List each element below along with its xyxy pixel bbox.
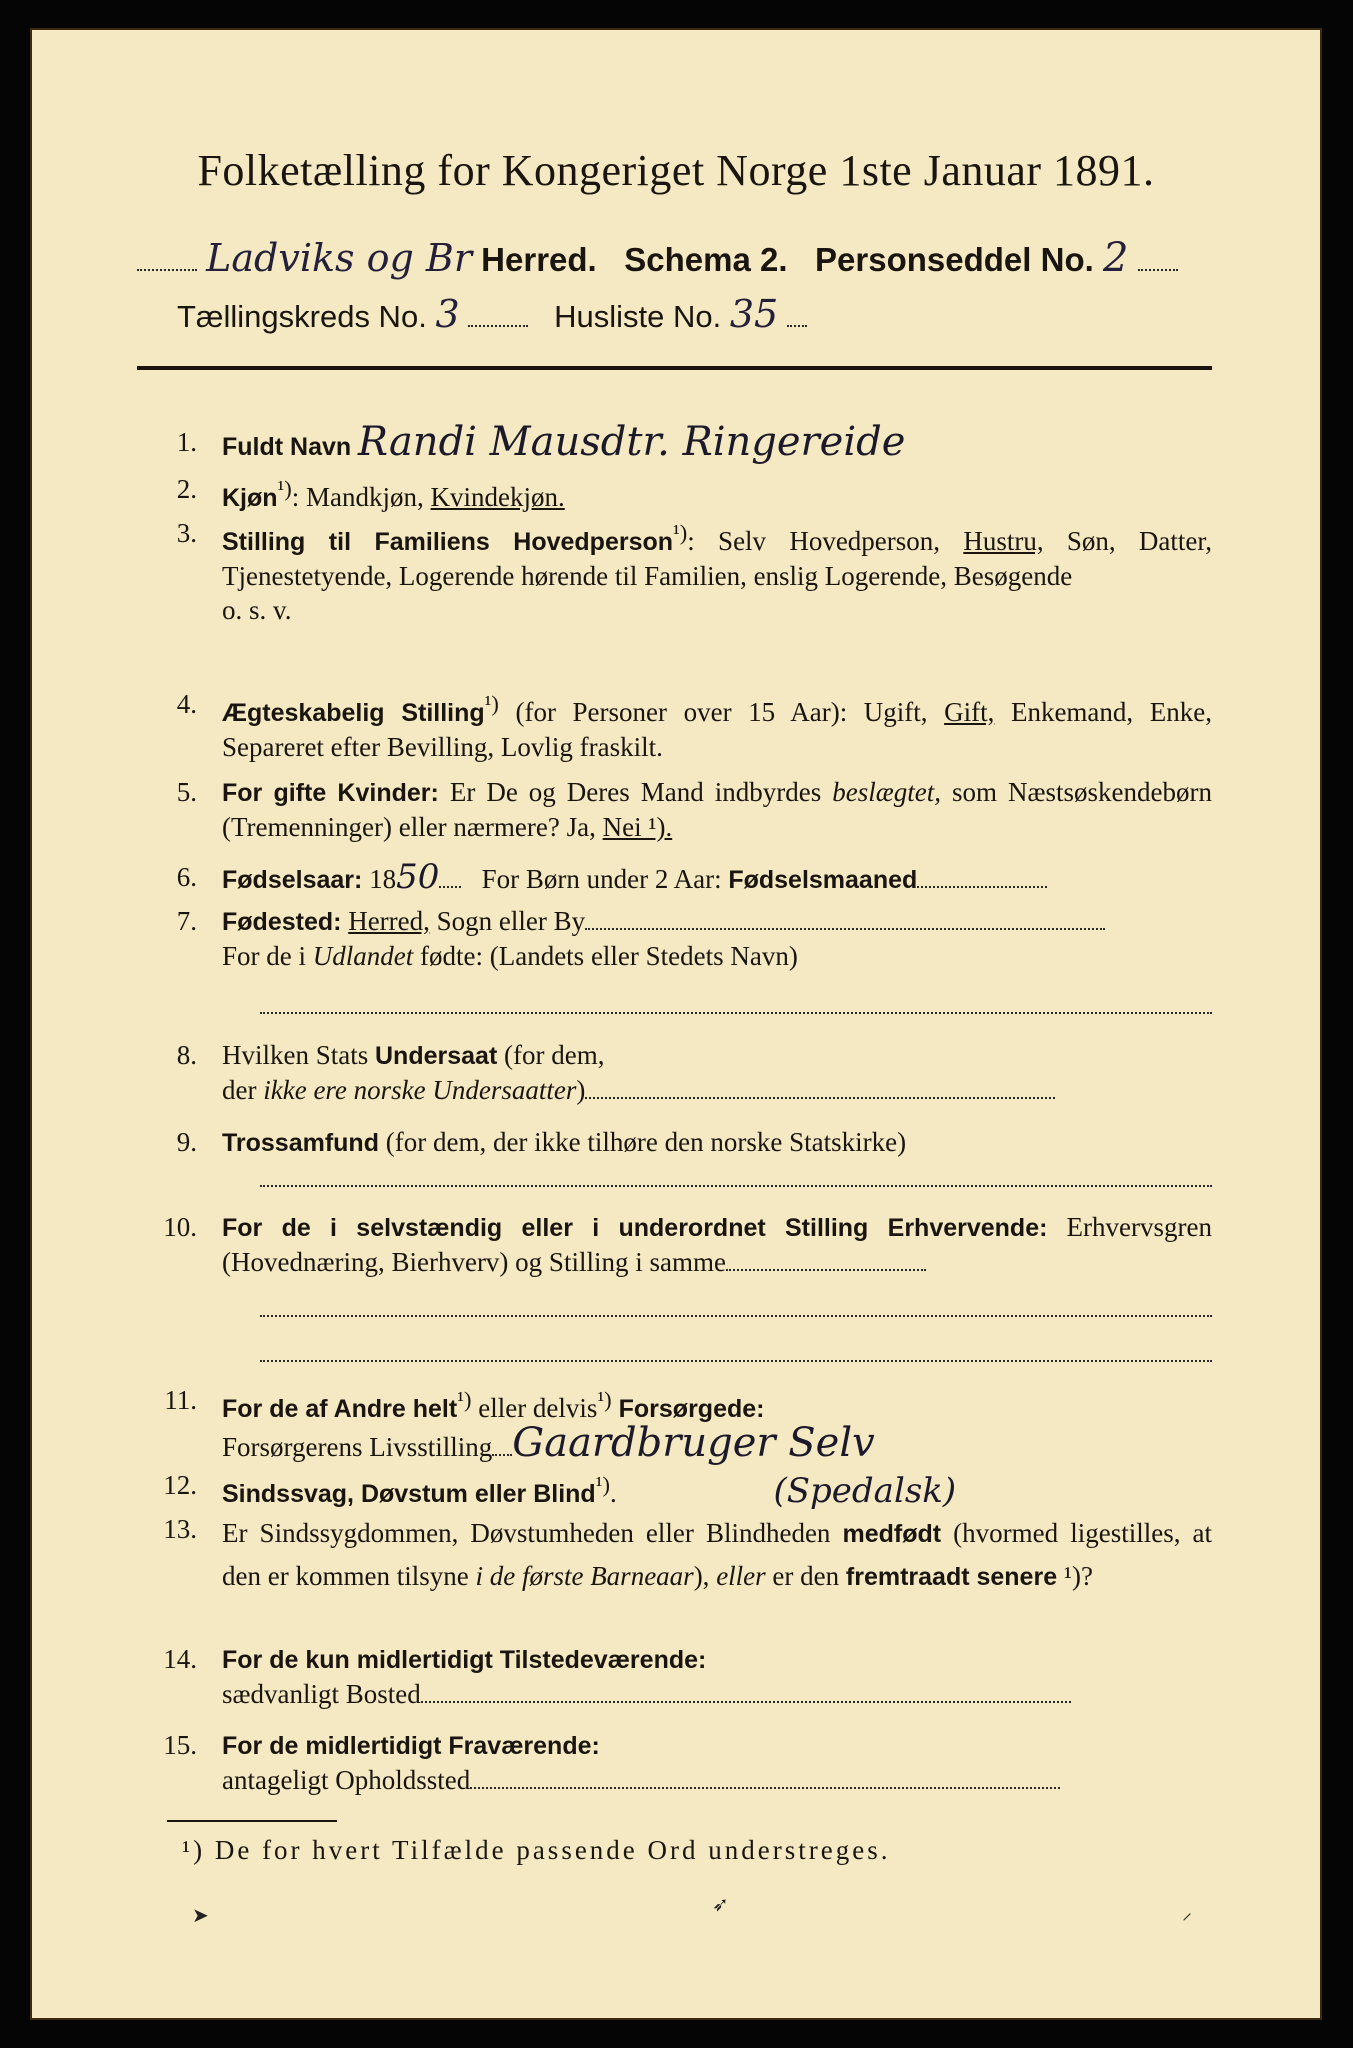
form-title: Folketælling for Kongeriget Norge 1ste Januar 1891. bbox=[197, 146, 1155, 195]
ink-mark: ➶ bbox=[712, 1894, 729, 1916]
husliste-label: Husliste No. bbox=[554, 299, 722, 334]
marital-selected: Gift, bbox=[944, 697, 995, 727]
disability-value: (Spedalsk) bbox=[773, 1471, 957, 1511]
header-kreds-line bbox=[177, 292, 1180, 336]
full-name-label: Fuldt Navn bbox=[222, 433, 352, 461]
herred-name: Ladviks og Br bbox=[206, 236, 472, 280]
schema-label: Schema 2. bbox=[624, 241, 788, 278]
husliste-number: 35 bbox=[729, 292, 779, 336]
personseddel-label: Personseddel No. bbox=[815, 241, 1094, 278]
header-rule bbox=[137, 366, 1212, 370]
family-position-selected: Hustru, bbox=[963, 526, 1044, 556]
herred-label: Herred. bbox=[481, 241, 597, 278]
related-selected: Nei ¹). bbox=[602, 812, 673, 842]
footnote-rule bbox=[167, 1820, 337, 1822]
census-form: Folketælling for Kongeriget Norge 1ste Januar 1891. Ladviks og Br Herred. Schema 2. Personseddel No. 2 Tællingskreds No. 3 Husliste No. 35 1. Fuldt Navn Randi Mausdtr. Ringereide 2. Kjøn$^{^1)}$: Mandkjøn, Kvindekjøn. 3. Stilling til Familiens Hovedperson$^{^1)}$: Selv Hovedperson, Hustru, Søn, Datter, Tjenestetyende, Logerende hørende til Familien, enslig Logerende, Besøgende o. s. v. 4. Ægteskabelig Stilling$^{^1)}$ (for Personer over 15 Aar): Ugift, Gift, Enkemand, Enke, Separeret efter Bevilling, Lovlig fraskilt. 5. For gifte Kvinder: Er De og Deres Mand indbyrdes beslægtet, som Næstsøskendebørn (Tremenninger) eller nærmere? Ja, Nei ¹). 6. Fødselsaar: 1850 For Børn under 2 Aar: Fødselsmaaned 7. Fødested: Herred, Sogn eller By For de i Udlandet fødte: (Landets eller Stedets Navn) 8. Hvilken Stats Undersaat (for dem, der ikke ere norske Undersaatter) 9. Trossamfund (for dem, der ikke tilhøre den norske Statskirke) 10. For de i selvstændig eller i underordnet Stilling Erhvervende: Erhvervsgren (Hovednæring, Bierhverv) og Stilling i samme 11. For de af Andre helt$^{^1)}$ eller delvis$^{^1)}$ Forsørgede: Forsørgerens Livsstilling Gaardbruger Selv 12. Sindssvag, Døvstum eller Blind$^{^1)}$. (Spedalsk) 13. Er Sindssygdommen, Døvstumheden eller Blindheden medfødt (hvormed ligestilles, at den er kommen tilsyne i de første Barneaar), eller er den fremtraadt senere ¹)? 14. For de kun midlertidigt Tilstedeværende: sædvanligt Bosted 15. For de midlertidigt Fraværende: antageligt Opholdssted ¹) De for hvert Tilfælde passende Ord understreges. ➤ ➶ ⸝ bbox=[30, 28, 1322, 2020]
birth-year-value: 50 bbox=[396, 857, 440, 897]
kreds-label: Tællingskreds No. bbox=[177, 299, 427, 334]
full-name-value: Randi Mausdtr. Ringereide bbox=[357, 419, 906, 465]
kreds-number: 3 bbox=[435, 292, 460, 336]
sex-selected: Kvindekjøn. bbox=[430, 482, 565, 512]
ink-mark: ⸝ bbox=[1182, 1902, 1192, 1924]
footnote: ¹) De for hvert Tilfælde passende Ord understreges. bbox=[182, 1835, 891, 1865]
supporter-occupation-value: Gaardbruger Selv bbox=[512, 1420, 875, 1466]
personseddel-number: 2 bbox=[1102, 235, 1129, 281]
birthplace-selected: Herred, bbox=[348, 906, 430, 936]
header-herred-line bbox=[137, 235, 1180, 281]
ink-mark: ➤ bbox=[192, 1905, 209, 1927]
